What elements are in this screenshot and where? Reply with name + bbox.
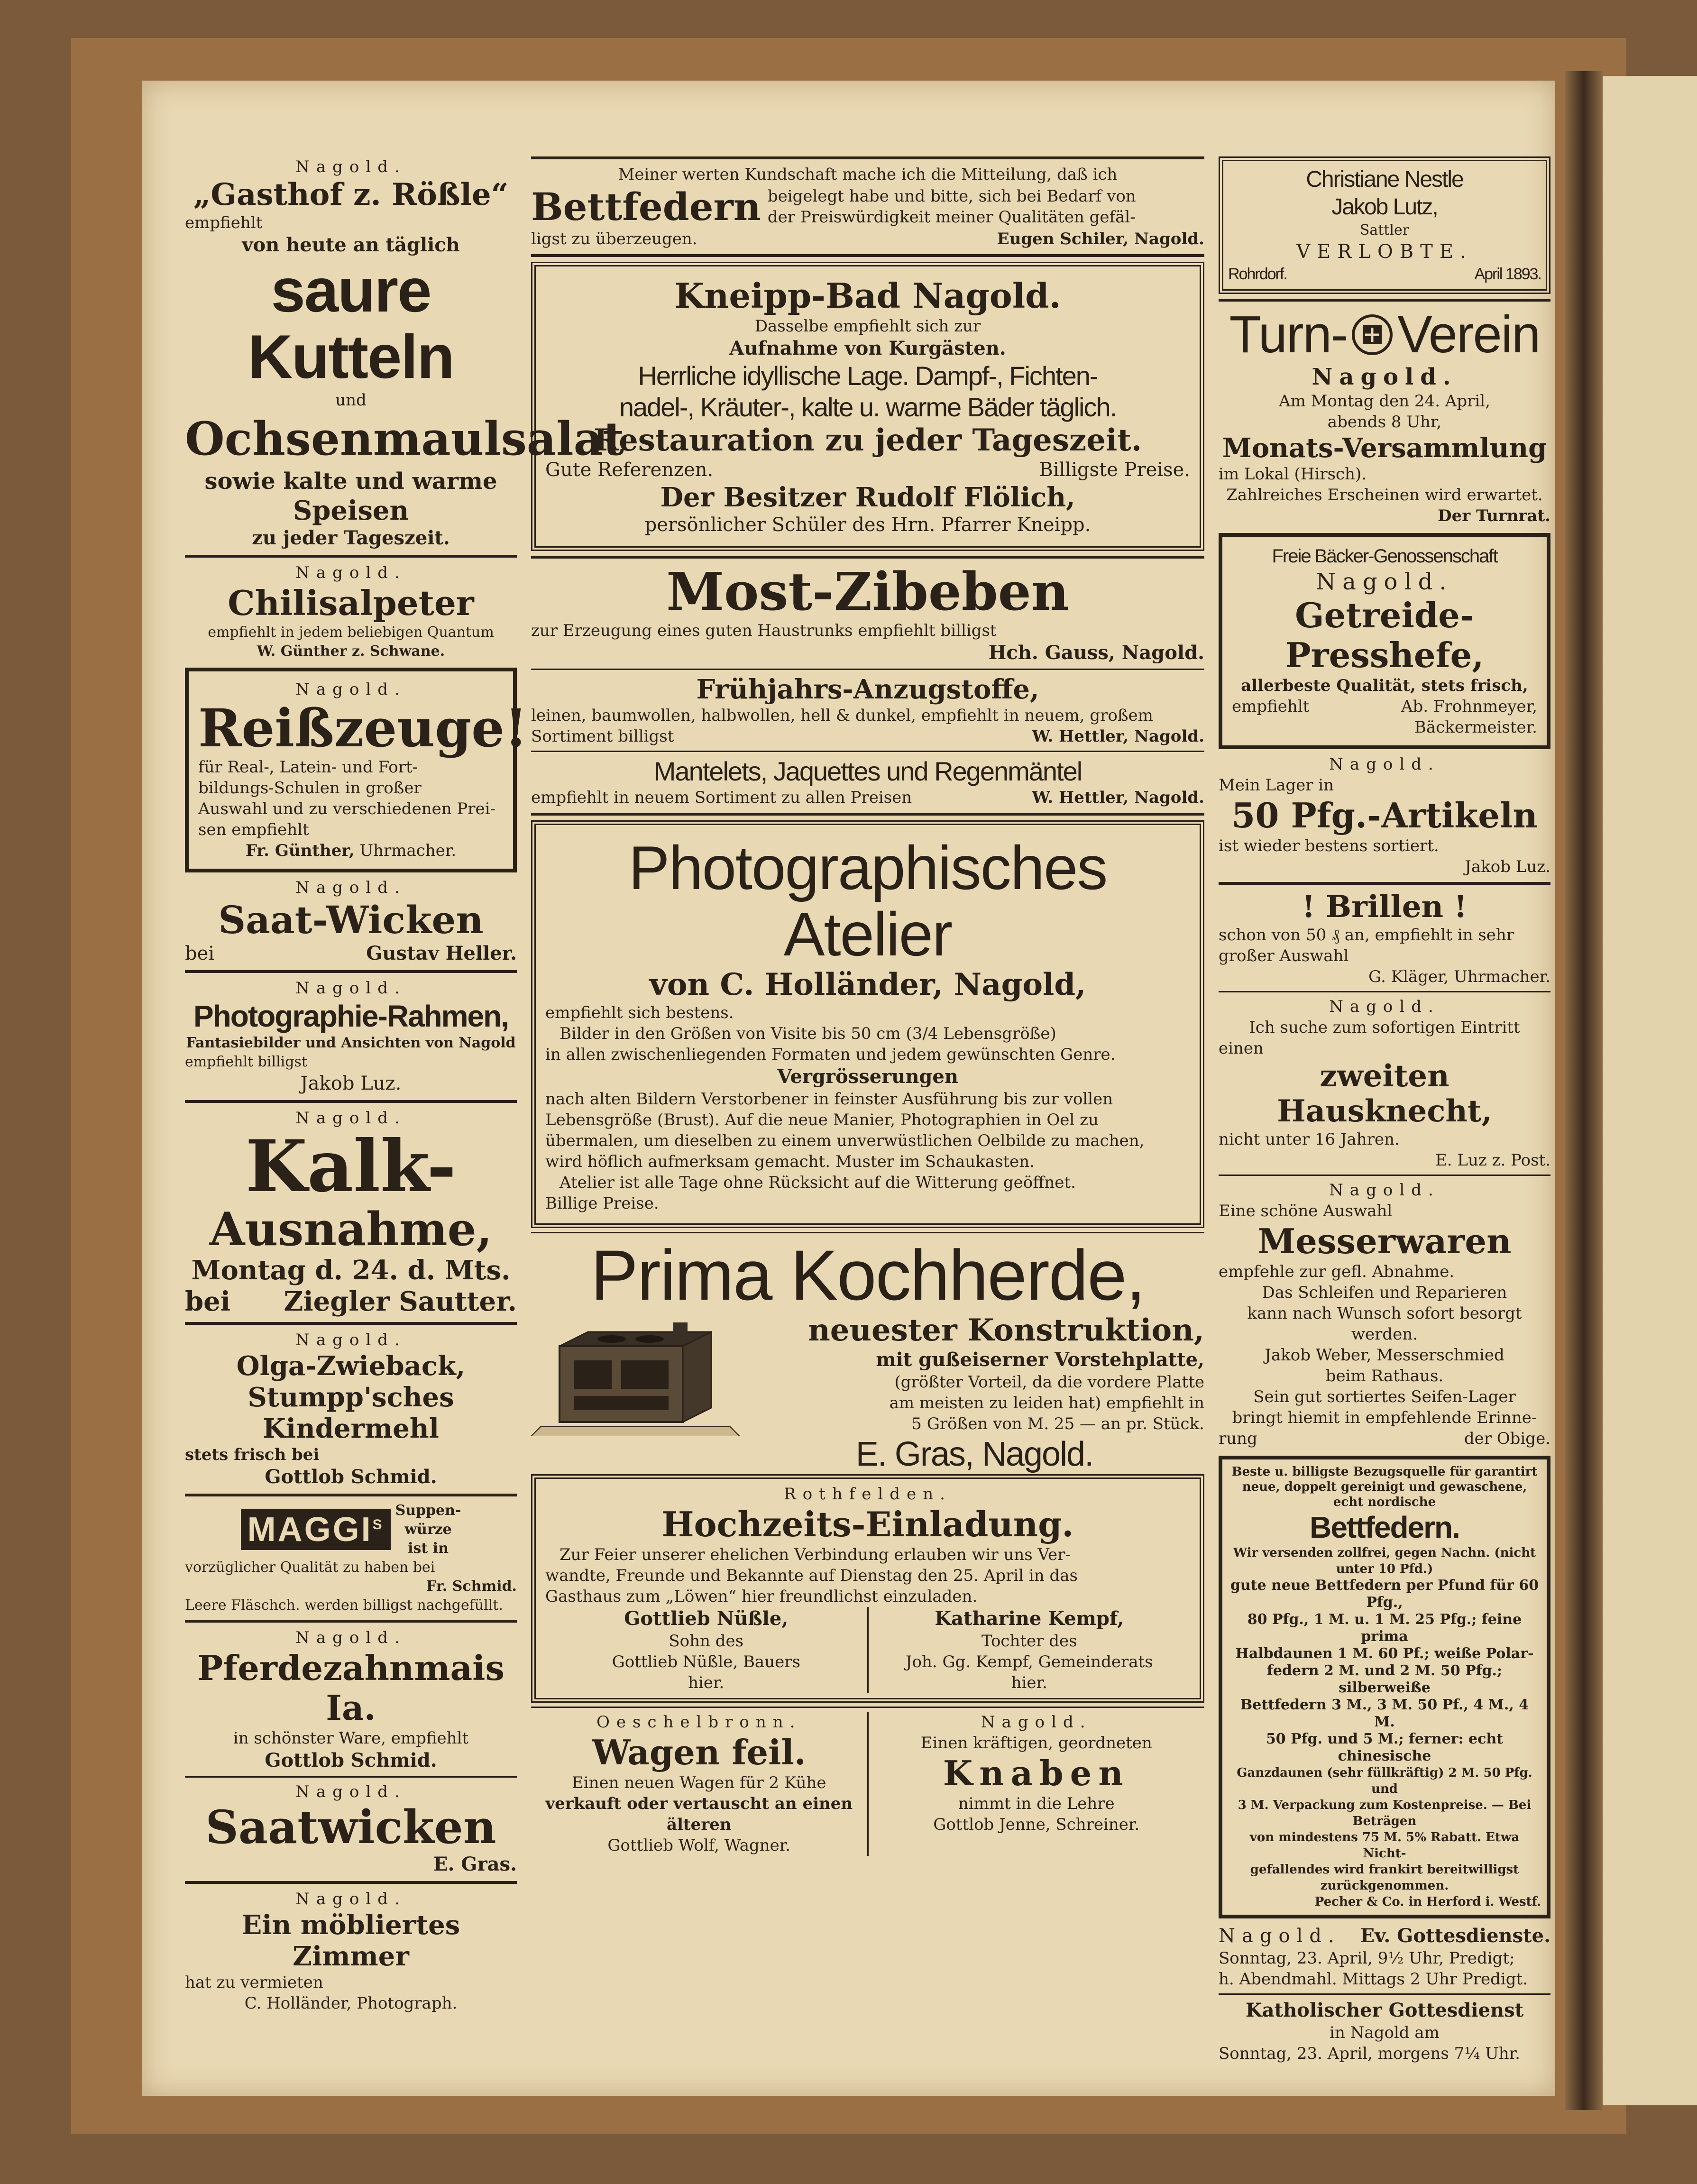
ad-subtitle: neuester Konstruktion, bbox=[808, 1312, 1204, 1348]
ad-title: Chilisalpeter bbox=[228, 583, 474, 623]
ad-title: VERLOBTE. bbox=[1296, 241, 1473, 263]
ad-place: Nagold. bbox=[295, 680, 406, 699]
ad-signature: Gottlob Jenne, Schreiner. bbox=[933, 1815, 1140, 1834]
ad-signature: Bäckermeister. bbox=[1414, 718, 1537, 737]
divider bbox=[1219, 299, 1550, 302]
ad-chilisalpeter bbox=[185, 562, 517, 661]
ad-signature: C. Holländer, Photograph. bbox=[244, 1994, 458, 2013]
ad-fruehjahrs bbox=[531, 674, 1204, 747]
ad-text: am meisten zu leiden hat) empfiehlt in bbox=[889, 1394, 1204, 1413]
ad-text: hat zu vermieten bbox=[185, 1973, 323, 1992]
ad-signature: Ab. Frohnmeyer, bbox=[1401, 697, 1537, 716]
ad-text: gute neue Bettfedern per Pfund für 60 Pfg., bbox=[1230, 1577, 1539, 1611]
divider bbox=[531, 1707, 1204, 1708]
ad-title: Prima Kochherde, bbox=[590, 1235, 1145, 1315]
ad-text: nicht unter 16 Jahren. bbox=[1219, 1130, 1400, 1149]
ad-presshefe bbox=[1219, 533, 1550, 749]
ad-text: bildungs-Schulen in großer bbox=[198, 779, 422, 798]
ad-text: 50 Pfg. und 5 M.; ferner: echt chinesische bbox=[1266, 1731, 1504, 1764]
ad-place: Nagold. bbox=[1312, 364, 1458, 390]
ad-title: ! Brillen ! bbox=[1302, 889, 1468, 925]
ad-text: Sein gut sortiertes Seifen-Lager bbox=[1253, 1387, 1516, 1406]
maggi-logo-s: S bbox=[372, 1517, 384, 1532]
ad-verlobte bbox=[1219, 156, 1550, 294]
ad-text: April 1893. bbox=[1474, 265, 1541, 283]
ad-heading: Vergrösserungen bbox=[777, 1065, 958, 1088]
ad-subtitle: von C. Holländer, Nagold, bbox=[649, 967, 1086, 1002]
ad-text: Jakob Weber, Messerschmied bbox=[1265, 1346, 1504, 1365]
divider bbox=[531, 813, 1204, 816]
ad-title: Hochzeits-Einladung. bbox=[661, 1504, 1074, 1544]
ad-title: Turn- bbox=[1229, 305, 1348, 364]
divider bbox=[185, 970, 517, 973]
ad-text: Atelier ist alle Tage ohne Rücksicht auf die Witterung geöffnet. bbox=[560, 1173, 1076, 1192]
ad-title: Getreide- bbox=[1295, 595, 1474, 635]
ad-text: von mindestens 75 M. 5% Rabatt. Etwa Nicht- bbox=[1249, 1830, 1520, 1861]
bride-name: Katharine Kempf, bbox=[935, 1607, 1124, 1630]
divider bbox=[531, 556, 1204, 559]
divider bbox=[185, 1620, 517, 1623]
ad-signature: E. Luz z. Post. bbox=[1435, 1151, 1550, 1170]
ad-title: Saatwicken bbox=[205, 1800, 496, 1854]
ad-text: Sonntag, 23. April, morgens 7¼ Uhr. bbox=[1219, 2044, 1520, 2063]
ad-reisszeuge bbox=[185, 668, 528, 872]
ad-knaben bbox=[867, 1712, 1205, 1856]
ad-headline: Ausnahme, bbox=[209, 1202, 493, 1256]
stove-illustration bbox=[531, 1313, 740, 1436]
ad-text: (größter Vorteil, da die vordere Platte bbox=[894, 1373, 1204, 1392]
ad-text: abends 8 Uhr, bbox=[1327, 413, 1442, 431]
ad-text: Leere Fläschch. werden billigst nachgefüllt. bbox=[185, 1597, 503, 1614]
ad-text: verkauft oder vertauscht an einen älteren bbox=[545, 1794, 853, 1834]
ad-text: h. Abendmahl. Mittags 2 Uhr Predigt. bbox=[1219, 1970, 1528, 1989]
ad-place: Nagold. bbox=[295, 1109, 406, 1128]
ad-text: Am Montag den 24. April, bbox=[1279, 392, 1490, 411]
ad-place: Nagold. bbox=[295, 563, 406, 582]
ad-title: Saat-Wicken bbox=[218, 898, 484, 942]
ad-title: „Gasthof z. Rößle“ bbox=[193, 177, 509, 212]
groom-name: Gottlieb Nüßle, bbox=[624, 1607, 789, 1630]
ad-mantelets bbox=[531, 756, 1204, 808]
ad-text: Montag d. 24. d. Mts. bbox=[191, 1255, 511, 1286]
turnverein-emblem-icon bbox=[1351, 313, 1394, 356]
ad-text: neue, doppelt gereinigt und gewaschene, echt nordische bbox=[1242, 1480, 1527, 1509]
ad-text: rung bbox=[1219, 1429, 1257, 1448]
ad-title: Verein bbox=[1397, 305, 1540, 364]
ad-signature: E. Gras, Nagold. bbox=[855, 1435, 1093, 1473]
ad-title: Frühjahrs-Anzugstoffe, bbox=[696, 674, 1039, 705]
ad-place: Nagold. bbox=[295, 878, 406, 897]
ad-text: zu jeder Tageszeit. bbox=[252, 527, 450, 549]
ad-signature: Hch. Gauss, Nagold. bbox=[988, 642, 1204, 664]
ad-text: gefallendes wird frankirt bereitwilligst bbox=[1250, 1863, 1519, 1877]
ad-turnverein bbox=[1219, 306, 1550, 526]
ad-text: zur Erzeugung eines guten Haustrunks empfiehlt billigst bbox=[531, 621, 997, 640]
ad-saat-wicken bbox=[185, 877, 517, 965]
column-middle bbox=[531, 156, 1204, 1856]
ad-place: Nagold. bbox=[1329, 1181, 1440, 1200]
ad-title: Kneipp-Bad Nagold. bbox=[674, 275, 1061, 316]
ad-text: ligst zu überzeugen. bbox=[531, 229, 697, 248]
ad-place: Nagold. bbox=[295, 1890, 406, 1909]
ad-brillen bbox=[1219, 890, 1550, 987]
ad-text: Christiane Nestle bbox=[1306, 167, 1463, 192]
ad-text: im Lokal (Hirsch). bbox=[1219, 465, 1367, 484]
ad-title: Bettfedern bbox=[531, 184, 761, 229]
ad-place: Oeschelbronn. bbox=[596, 1713, 802, 1732]
ad-text: Lebensgröße (Brust). Auf die neue Manier, Photographien in Oel zu bbox=[545, 1110, 1099, 1129]
ad-text: Sohn des bbox=[669, 1632, 744, 1651]
divider bbox=[531, 1232, 1204, 1233]
ad-title: Olga-Zwieback, bbox=[236, 1350, 466, 1382]
ad-text: zurückgenommen. bbox=[1320, 1879, 1449, 1893]
ad-signature: Der Turnrat. bbox=[1438, 506, 1550, 525]
ad-text: sowie kalte und warme bbox=[204, 468, 497, 495]
ad-text: Zahlreiches Erscheinen wird erwartet. bbox=[1226, 486, 1543, 505]
ad-text: Einen neuen Wagen für 2 Kühe bbox=[571, 1773, 826, 1792]
ad-text: empfiehlt bbox=[185, 213, 263, 232]
ad-text: 3 M. Verpackung zum Kostenpreise. — Bei Beträgen bbox=[1238, 1798, 1532, 1828]
divider bbox=[531, 156, 1204, 159]
ad-signature: Jakob Luz. bbox=[1465, 857, 1550, 876]
ad-photo-rahmen bbox=[185, 978, 517, 1095]
ad-title: Ein möbliertes Zimmer bbox=[241, 1909, 460, 1972]
ad-text: der Preiswürdigkeit meiner Qualitäten gefäl- bbox=[767, 208, 1136, 227]
ad-text: stets frisch bei bbox=[185, 1445, 320, 1464]
ad-photographisches-atelier bbox=[531, 820, 1204, 1228]
ad-signature: Fr. Günther, bbox=[245, 841, 355, 860]
ad-text: Billigste Preise. bbox=[1039, 459, 1190, 481]
ad-text: empfiehlt billigst bbox=[185, 1054, 307, 1070]
ad-text: Aufnahme von Kurgästen. bbox=[729, 337, 1006, 359]
ad-text: federn 2 M. und 2 M. 50 Pfg.; silberweiße bbox=[1266, 1662, 1503, 1696]
ad-text: von heute an täglich bbox=[242, 234, 460, 256]
ad-signature: Ziegler Sautter. bbox=[284, 1286, 517, 1317]
ad-text: ist in bbox=[408, 1540, 449, 1557]
ad-text: Meiner werten Kundschaft mache ich die Mitteilung, daß ich bbox=[618, 165, 1118, 184]
ad-bettfedern-pecher bbox=[1219, 1456, 1550, 1918]
ad-text: Fantasiebilder und Ansichten von Nagold bbox=[186, 1035, 516, 1051]
ad-messerwaren bbox=[1219, 1180, 1550, 1449]
maggi-logo-text: MAGGI bbox=[247, 1511, 373, 1549]
ad-text: Bettfedern 3 M., 3 M. 50 Pf., 4 M., 4 M. bbox=[1240, 1697, 1529, 1730]
ad-place: Nagold. bbox=[981, 1713, 1092, 1732]
ad-hochzeit bbox=[531, 1474, 1204, 1703]
ad-text: Mein Lager in bbox=[1219, 776, 1334, 795]
divider bbox=[531, 669, 1204, 670]
ad-signature: Der Besitzer Rudolf Flölich, bbox=[660, 482, 1075, 513]
ad-text: sen empfiehlt bbox=[198, 820, 309, 839]
ad-zimmer bbox=[185, 1889, 517, 2014]
ad-title: zweiten Hausknecht, bbox=[1277, 1058, 1492, 1129]
ad-text: Joh. Gg. Kempf, Gemeinderats bbox=[905, 1652, 1153, 1671]
ad-signature: Pecher & Co. in Herford i. Westf. bbox=[1314, 1895, 1541, 1909]
ad-headline: Ochsenmaulsalat bbox=[185, 412, 624, 466]
divider bbox=[185, 1881, 517, 1884]
ad-text: Billige Preise. bbox=[545, 1194, 659, 1213]
ad-text: mit gußeiserner Vorstehplatte, bbox=[876, 1349, 1204, 1371]
ad-signature: E. Gras. bbox=[433, 1853, 517, 1875]
ad-place: Nagold. bbox=[295, 1782, 406, 1801]
ad-signature: G. Kläger, Uhrmacher. bbox=[1368, 967, 1550, 986]
ad-headline: saure Kutteln bbox=[248, 256, 454, 391]
ad-text: Gute Referenzen. bbox=[545, 459, 714, 481]
divider bbox=[185, 1322, 517, 1325]
divider bbox=[531, 254, 1204, 257]
ad-text: Wir versenden zollfrei, gegen Nachn. (nicht unter 10 Pfd.) bbox=[1233, 1546, 1536, 1576]
ad-signature: W. Hettler, Nagold. bbox=[1032, 788, 1204, 807]
ad-text: Jakob Lutz, bbox=[1331, 194, 1438, 220]
ad-gottesdienste bbox=[1219, 1924, 1550, 2064]
ad-text: Eine schöne Auswahl bbox=[1219, 1202, 1393, 1220]
ad-signature: W. Günther z. Schwane. bbox=[257, 643, 445, 660]
ad-title: Knaben bbox=[943, 1753, 1130, 1793]
ad-text: Halbdaunen 1 M. 60 Pf.; weiße Polar- bbox=[1235, 1645, 1534, 1662]
ad-text: übermalen, um dieselben zu einem unverwüstlichen Oelbilde zu machen, bbox=[545, 1131, 1145, 1150]
ad-text: in allen zwischenliegenden Formaten und jedem gewünschten Genre. bbox=[545, 1045, 1116, 1064]
ad-title: Mantelets, Jaquettes und Regenmäntel bbox=[653, 756, 1082, 786]
ad-text: für Real-, Latein- und Fort- bbox=[198, 758, 418, 777]
ad-text: Das Schleifen und Reparieren bbox=[1262, 1283, 1507, 1302]
ad-text: Gottlieb Nüßle, Bauers bbox=[612, 1652, 800, 1671]
divider bbox=[1219, 1993, 1550, 1995]
ad-text: wandte, Freunde und Bekannte auf Dienstag den 25. April in das bbox=[545, 1566, 1078, 1585]
ad-headline: Restauration zu jeder Tageszeit. bbox=[593, 422, 1142, 458]
ad-text: beigelegt habe und bitte, sich bei Bedarf von bbox=[767, 187, 1136, 206]
divider bbox=[1219, 991, 1550, 992]
ad-text: ist wieder bestens sortiert. bbox=[1219, 836, 1439, 855]
ad-text: wird höflich aufmerksam gemacht. Muster im Schaukasten. bbox=[545, 1152, 1035, 1171]
ad-text: Herrliche idyllische Lage. Dampf-, Fichten- bbox=[638, 361, 1098, 391]
ad-text: Ganzdaunen (sehr füllkräftig) 2 M. 50 Pfg. und bbox=[1237, 1766, 1532, 1796]
ad-text: nimmt in die Lehre bbox=[958, 1794, 1115, 1813]
divider bbox=[1219, 1175, 1550, 1176]
ad-saatwicken bbox=[185, 1781, 517, 1876]
ad-text: empfiehlt in jedem beliebigen Quantum bbox=[208, 624, 494, 641]
ad-text: bringt hiemit in empfehlende Erinne- bbox=[1232, 1408, 1537, 1427]
ad-place: Nagold. bbox=[1329, 755, 1440, 774]
ad-signature: Gottlieb Wolf, Wagner. bbox=[607, 1836, 791, 1855]
ad-title: 50 Pfg.-Artikeln bbox=[1231, 795, 1538, 835]
facing-page-edge bbox=[1603, 76, 1697, 2105]
divider bbox=[531, 751, 1204, 752]
ad-title: Ev. Gottesdienste. bbox=[1360, 1925, 1550, 1947]
ad-place: Nagold. bbox=[295, 1628, 406, 1647]
ad-text: empfiehlt sich bestens. bbox=[545, 1003, 734, 1022]
ad-title: Photographie-Rahmen, bbox=[193, 999, 509, 1033]
ad-headline: Kalk- bbox=[245, 1125, 457, 1208]
ad-bettfedern-schiler bbox=[531, 164, 1204, 249]
ad-kochherde bbox=[531, 1237, 1204, 1474]
ad-text: schon von 50 ₰ an, empfiehlt in sehr bbox=[1219, 926, 1514, 945]
ad-place: Nagold. bbox=[295, 1331, 406, 1349]
divider bbox=[185, 1100, 517, 1103]
ad-text: Sonntag, 23. April, 9½ Uhr, Predigt; bbox=[1219, 1949, 1515, 1968]
ad-maggi bbox=[185, 1501, 517, 1615]
ad-place: Nagold. bbox=[1316, 569, 1453, 595]
ad-text: 5 Größen von M. 25 — an pr. Stück. bbox=[911, 1414, 1204, 1433]
ad-text: Zur Feier unserer ehelichen Verbindung erlauben wir uns Ver- bbox=[560, 1545, 1071, 1564]
ad-place: Nagold. bbox=[295, 979, 406, 998]
ad-title: Photographisches Atelier bbox=[628, 833, 1107, 969]
ad-text: Ich suche zum sofortigen Eintritt bbox=[1249, 1018, 1520, 1037]
ad-text: 80 Pfg., 1 M. u. 1 M. 25 Pfg.; feine prima bbox=[1247, 1611, 1522, 1645]
ad-signature: Eugen Schiler, Nagold. bbox=[997, 229, 1204, 248]
ad-title: Most-Zibeben bbox=[666, 561, 1069, 622]
ad-text: Suppen- bbox=[395, 1502, 461, 1519]
ad-title: Bettfedern. bbox=[1310, 1510, 1459, 1544]
divider bbox=[1219, 882, 1550, 885]
ad-title: Stumpp'sches Kindermehl bbox=[248, 1382, 454, 1444]
ad-signature: Uhrmacher. bbox=[359, 841, 457, 860]
ad-text: großer Auswahl bbox=[1219, 946, 1349, 965]
ad-text: Freie Bäcker-Genossenschaft bbox=[1272, 546, 1497, 567]
divider bbox=[185, 1494, 517, 1496]
book-gutter bbox=[1565, 71, 1603, 2110]
ad-kalk bbox=[185, 1108, 517, 1317]
ad-text: nadel-, Kräuter-, kalte u. warme Bäder täglich. bbox=[619, 392, 1117, 422]
ad-text: Dasselbe empfiehlt sich zur bbox=[754, 317, 981, 336]
ad-place: Nagold. bbox=[295, 157, 406, 176]
ad-zwieback bbox=[185, 1330, 517, 1489]
ad-place: Rothfelden. bbox=[784, 1485, 952, 1504]
ad-text: persönlicher Schüler des Hrn. Pfarrer Kneipp. bbox=[644, 514, 1091, 536]
ad-signature: Jakob Luz. bbox=[300, 1073, 402, 1094]
ad-signature: Gottlob Schmid. bbox=[265, 1466, 437, 1488]
ad-title: Katholischer Gottesdienst bbox=[1245, 1999, 1524, 2021]
ad-text: und bbox=[335, 391, 367, 410]
ad-text: Tochter des bbox=[981, 1632, 1077, 1651]
divider bbox=[185, 1776, 517, 1778]
ad-text: empfiehlt bbox=[1232, 697, 1310, 716]
ad-50pfg bbox=[1219, 754, 1550, 877]
ad-title: Reißzeuge! bbox=[198, 697, 528, 759]
ad-text: Auswahl und zu verschiedenen Prei- bbox=[198, 799, 496, 818]
ad-headline: Monats-Versammlung bbox=[1222, 432, 1547, 464]
ad-text: Sattler bbox=[1359, 222, 1410, 239]
ad-text: Rohrdorf. bbox=[1228, 265, 1287, 283]
ad-wagen-feil bbox=[531, 1712, 867, 1856]
divider bbox=[185, 555, 517, 558]
column-right bbox=[1219, 156, 1550, 2064]
ad-title: Pferdezahnmais Ia. bbox=[197, 1648, 505, 1728]
ad-title: Wagen feil. bbox=[592, 1732, 806, 1772]
ad-text: bei bbox=[185, 1286, 231, 1317]
ad-text: Beste u. billigste Bezugsquelle für garantirt bbox=[1231, 1465, 1538, 1479]
ad-text: nach alten Bildern Verstorbener in feinster Ausführung bis zur vollen bbox=[545, 1090, 1113, 1109]
ad-signature: der Obige. bbox=[1464, 1429, 1550, 1448]
ad-text: empfehle zur gefl. Abnahme. bbox=[1219, 1262, 1455, 1281]
ad-signature: Gustav Heller. bbox=[366, 942, 517, 964]
ad-text: hier. bbox=[688, 1673, 725, 1692]
ad-text: Gasthaus zum „Löwen“ hier freundlichst einzuladen. bbox=[545, 1587, 978, 1606]
ad-place: Nagold. bbox=[1329, 997, 1440, 1016]
ad-text: Einen kräftigen, geordneten bbox=[920, 1734, 1152, 1753]
ad-text: hier. bbox=[1011, 1673, 1047, 1692]
ad-title: Presshefe, bbox=[1285, 635, 1484, 675]
ad-text: einen bbox=[1219, 1039, 1264, 1058]
ad-text: Sortiment billigst bbox=[531, 727, 674, 746]
ad-text: Bilder in den Größen von Visite bis 50 cm (3/4 Lebensgröße) bbox=[560, 1024, 1056, 1043]
maggi-logo bbox=[241, 1509, 391, 1550]
ad-text: bei bbox=[185, 943, 215, 964]
ad-most-zibeben bbox=[531, 563, 1204, 665]
ad-kneipp-bad bbox=[531, 262, 1204, 551]
ad-text: in schönster Ware, empfiehlt bbox=[233, 1729, 469, 1748]
ad-text: kann nach Wunsch sofort besorgt werden. bbox=[1247, 1304, 1522, 1344]
ad-text: beim Rathaus. bbox=[1325, 1367, 1444, 1386]
ad-text: vorzüglicher Qualität zu haben bei bbox=[185, 1559, 435, 1576]
ad-title: Messerwaren bbox=[1257, 1221, 1512, 1261]
ad-signature: Fr. Schmid. bbox=[426, 1578, 517, 1595]
ad-hausknecht bbox=[1219, 996, 1550, 1171]
ad-pferdezahnmais bbox=[185, 1627, 517, 1772]
ad-signature: W. Hettler, Nagold. bbox=[1032, 727, 1204, 746]
ad-text: Speisen bbox=[293, 495, 409, 526]
ad-text: empfiehlt in neuem Sortiment zu allen Preisen bbox=[531, 788, 912, 807]
ad-signature: Gottlob Schmid. bbox=[265, 1749, 437, 1771]
ad-text: leinen, baumwollen, halbwollen, hell & dunkel, empfiehlt in neuem, großem bbox=[531, 706, 1153, 725]
ad-text: würze bbox=[404, 1521, 452, 1538]
ad-text: in Nagold am bbox=[1330, 2023, 1440, 2042]
ad-text: allerbeste Qualität, stets frisch, bbox=[1241, 676, 1528, 695]
ad-place: Nagold. bbox=[1219, 1925, 1341, 1947]
